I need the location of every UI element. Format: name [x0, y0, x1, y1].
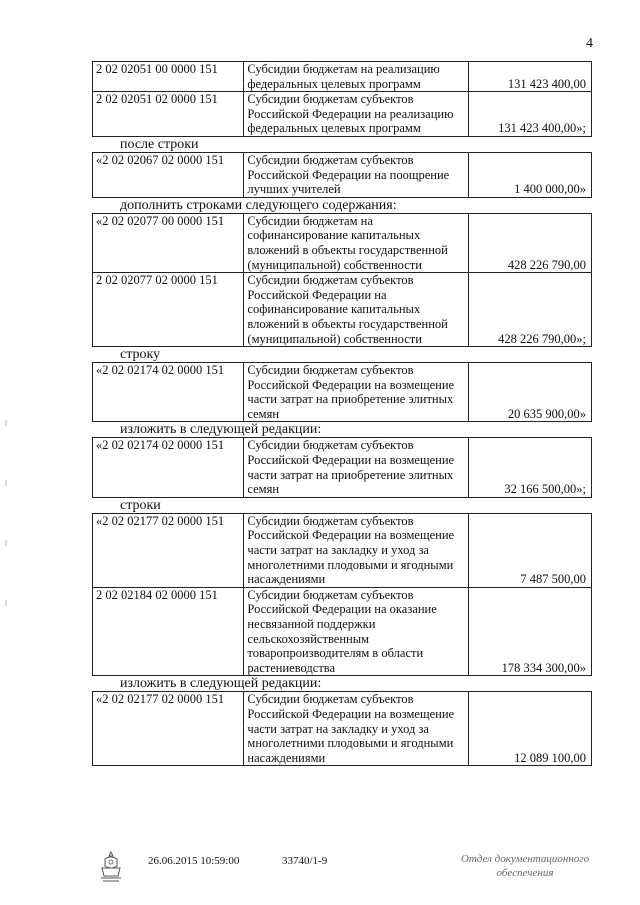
table-row: [93, 587, 592, 676]
description-line: части затрат на закладку и уход за: [247, 543, 429, 558]
revenue-description: [244, 363, 469, 422]
table-row: [93, 92, 592, 137]
description-line: части затрат на приобретение элитных: [247, 467, 454, 482]
revenue-description: [244, 692, 469, 766]
table-row: [93, 513, 592, 587]
amount: 1 400 000,00»: [469, 152, 592, 197]
description-line: (муниципальной) собственности: [247, 257, 422, 272]
description-line: Субсидии бюджетам субъектов: [247, 92, 414, 107]
amount: 131 423 400,00»;: [469, 92, 592, 137]
description-line: Российской Федерации на: [247, 287, 387, 302]
description-line: (муниципальной) собственности: [247, 331, 422, 346]
amount: 428 226 790,00»;: [469, 273, 592, 347]
budget-code: «2 02 02177 02 0000 151: [93, 513, 244, 587]
budget-code: «2 02 02174 02 0000 151: [93, 363, 244, 422]
table-row: [93, 152, 592, 197]
description-line: федеральных целевых программ: [247, 76, 421, 91]
footer-datetime: 26.06.2015 10:59:00: [148, 855, 240, 867]
revenue-description: [244, 213, 469, 272]
description-line: вложений в объекты государственной: [247, 316, 448, 331]
revenue-description: [244, 92, 469, 137]
instruction-phrase: дополнить строками следующего содержания:: [120, 197, 397, 213]
table-row: [93, 363, 592, 422]
description-line: семян: [247, 406, 280, 421]
description-line: Субсидии бюджетам субъектов: [247, 152, 414, 167]
description-line: многолетними плодовыми и ягодными: [247, 736, 454, 751]
amount: 32 166 500,00»;: [469, 438, 592, 497]
description-line: растениеводства: [247, 660, 336, 675]
description-line: вложений в объекты государственной: [247, 242, 448, 257]
footer-doc-id: 33740/1-9: [282, 855, 328, 867]
revenue-description: [244, 62, 469, 92]
revenue-description: [244, 152, 469, 197]
budget-code: 2 02 02077 02 0000 151: [93, 273, 244, 347]
budget-code-table: [92, 691, 592, 766]
description-line: Российской Федерации на поощрение: [247, 167, 450, 182]
amount: 178 334 300,00»: [469, 587, 592, 676]
description-line: Субсидии бюджетам на: [247, 213, 373, 228]
description-line: Российской Федерации на оказание: [247, 602, 437, 617]
description-line: софинансирование капитальных: [247, 228, 421, 243]
description-line: товаропроизводителям в области: [247, 646, 424, 661]
description-line: лучших учителей: [247, 182, 341, 197]
coat-of-arms-icon: [98, 850, 124, 884]
instruction-phrase: изложить в следующей редакции:: [120, 676, 322, 692]
description-line: Российской Федерации на возмещение: [247, 377, 455, 392]
instruction-phrase: строки: [120, 497, 161, 513]
budget-code-table: [92, 152, 592, 198]
table-row: [93, 692, 592, 766]
revenue-description: [244, 438, 469, 497]
stamp-line-1: Отдел документационного: [460, 853, 590, 865]
description-line: несвязанной поддержки: [247, 617, 376, 631]
budget-code-table: [92, 437, 592, 497]
table-row: [93, 273, 592, 347]
description-line: Субсидии бюджетам субъектов: [247, 363, 414, 378]
description-line: Субсидии бюджетам субъектов: [247, 587, 414, 602]
document-body: [92, 61, 592, 766]
instruction-phrase: после строки: [120, 136, 199, 152]
office-stamp: [450, 852, 600, 880]
description-line: федеральных целевых программ: [247, 121, 421, 136]
budget-code-table: [92, 362, 592, 422]
amount: 428 226 790,00: [469, 213, 592, 272]
table-row: [93, 62, 592, 92]
budget-code: «2 02 02067 02 0000 151: [93, 152, 244, 197]
description-line: части затрат на приобретение элитных: [247, 392, 454, 407]
description-line: Российской Федерации на возмещение: [247, 706, 455, 721]
amount: 7 487 500,00: [469, 513, 592, 587]
table-row: [93, 213, 592, 272]
description-line: части затрат на закладку и уход за: [247, 721, 429, 736]
amount: 131 423 400,00: [469, 62, 592, 92]
budget-code: «2 02 02174 02 0000 151: [93, 438, 244, 497]
description-line: насаждениями: [247, 750, 326, 765]
budget-code-table: [92, 61, 592, 137]
page-number: 4: [586, 36, 593, 51]
revenue-description: [244, 513, 469, 587]
table-row: [93, 438, 592, 497]
revenue-description: [244, 273, 469, 347]
description-line: Субсидии бюджетам субъектов: [247, 513, 414, 528]
budget-code: «2 02 02077 00 0000 151: [93, 213, 244, 272]
description-line: семян: [247, 482, 280, 497]
amount: 20 635 900,00»: [469, 363, 592, 422]
budget-code: «2 02 02177 02 0000 151: [93, 692, 244, 766]
amount: 12 089 100,00: [469, 692, 592, 766]
budget-code: 2 02 02184 02 0000 151: [93, 587, 244, 676]
margin-marks: [4, 420, 8, 620]
budget-code: 2 02 02051 00 0000 151: [93, 62, 244, 92]
description-line: Российской Федерации на возмещение: [247, 453, 455, 468]
instruction-phrase: изложить в следующей редакции:: [120, 422, 322, 438]
description-line: многолетними плодовыми и ягодными: [247, 557, 454, 572]
revenue-description: [244, 587, 469, 676]
description-line: Субсидии бюджетам субъектов: [247, 438, 414, 453]
description-line: Российской Федерации на возмещение: [247, 528, 455, 543]
description-line: насаждениями: [247, 572, 326, 587]
description-line: Субсидии бюджетам на реализацию: [247, 62, 440, 76]
description-line: Субсидии бюджетам субъектов: [247, 692, 414, 707]
instruction-phrase: строку: [120, 347, 161, 363]
budget-code: 2 02 02051 02 0000 151: [93, 92, 244, 137]
budget-code-table: [92, 213, 592, 347]
stamp-line-2: обеспечения: [496, 867, 554, 879]
description-line: Субсидии бюджетам субъектов: [247, 273, 414, 288]
budget-code-table: [92, 513, 592, 677]
description-line: сельскохозяйственным: [247, 631, 370, 646]
description-line: Российской Федерации на реализацию: [247, 106, 454, 121]
description-line: софинансирование капитальных: [247, 302, 421, 317]
